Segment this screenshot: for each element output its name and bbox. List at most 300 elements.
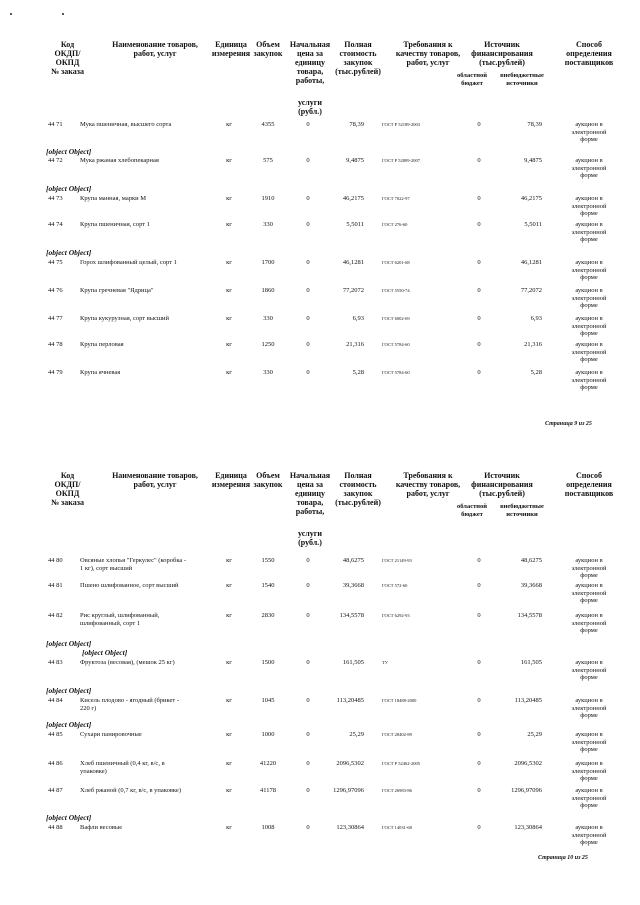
row-offbudget: 123,30864: [514, 824, 542, 831]
row-total: 5,28: [352, 369, 364, 376]
row-offbudget: 25,29: [527, 731, 542, 738]
row-regional: 0: [477, 697, 481, 704]
row-qty: 1500: [261, 659, 275, 666]
header-start-price-line: Начальная: [289, 471, 331, 480]
row-method: электронной: [571, 202, 607, 210]
row-name: Крупа манная, марки М: [80, 195, 147, 202]
header-offbudget-line: внебюджетные: [500, 503, 544, 510]
row-offbudget: 161,505: [520, 659, 542, 666]
header-start-price-extra-line: услуги: [297, 529, 323, 538]
row-qty: 330: [263, 369, 273, 376]
row-method: форме: [580, 210, 598, 217]
row-method: форме: [580, 572, 598, 579]
row-price: 0: [306, 157, 310, 164]
header-total-line: закупок: [343, 58, 373, 67]
row-method: форме: [580, 802, 598, 809]
row-method: форме: [580, 674, 598, 681]
header-start-price-extra-line: (рубл.): [298, 107, 322, 116]
row-method: аукцион в: [575, 195, 603, 202]
row-price: 0: [306, 341, 310, 348]
row-total: 78,39: [349, 121, 364, 128]
row-price: 0: [306, 659, 310, 666]
row-method: форме: [580, 839, 598, 846]
row-offbudget: 78,39: [527, 121, 542, 128]
section-heading: [object Object]: [46, 686, 92, 695]
row-method: форме: [580, 384, 598, 391]
row-method: аукцион в: [575, 612, 603, 619]
row-method: форме: [580, 712, 598, 719]
row-gost: ГОСТ 5550-74: [382, 288, 410, 293]
row-method: аукцион в: [575, 259, 603, 266]
header-source-line: финансирования: [471, 480, 533, 489]
row-name: Крупа кукурузная, сорт высший: [80, 315, 170, 322]
row-gost: ГОСТ 7022-97: [382, 196, 410, 201]
header-requirements-line: Требования к: [403, 40, 453, 49]
row-method: форме: [580, 172, 598, 179]
row-name: упаковке): [80, 768, 107, 775]
row-method: электронной: [571, 794, 607, 802]
row-gost: ГОСТ 21149-93: [382, 558, 412, 563]
section-heading: [object Object]: [46, 639, 92, 648]
row-gost: ГОСТ Р 52809-2007: [382, 158, 421, 163]
row-regional: 0: [477, 341, 481, 348]
row-total: 123,30864: [336, 824, 364, 831]
header-requirements-line: работ, услуг: [406, 58, 450, 67]
header-start-price-extra-line: (рубл.): [298, 538, 322, 547]
row-unit: кг: [226, 582, 232, 589]
row-unit: кг: [226, 315, 232, 322]
row-name: Мука пшеничная, высшего сорта: [80, 121, 172, 128]
row-total: 113,20485: [336, 697, 364, 704]
header-total-line: (тыс.рублей): [335, 498, 381, 507]
row-unit: кг: [226, 121, 232, 128]
row-method: аукцион в: [575, 824, 603, 831]
row-name: Кисель плодово - ягодный (брикет -: [80, 697, 180, 704]
header-name-line: Наименование товаров,: [112, 40, 198, 49]
row-code: 44 72: [48, 157, 63, 164]
header-source-line: финансирования: [471, 49, 533, 58]
header-offbudget-line: внебюджетные: [500, 72, 544, 79]
row-gost: ГОСТ Р 52189-2003: [382, 122, 421, 127]
row-code: 44 86: [48, 760, 63, 767]
header-requirements-line: Требования к: [403, 471, 453, 480]
header-offbudget-line: источники: [506, 511, 538, 518]
row-name: Крупа пшеничная, сорт 1: [80, 221, 150, 228]
row-name: Крупа гречневая "Ядрица": [80, 287, 154, 294]
header-total-line: Полная: [344, 40, 372, 49]
row-gost: ГОСТ 14031-68: [382, 825, 412, 830]
header-unit-line: измерения: [211, 49, 251, 58]
header-code-line: Код: [60, 471, 75, 480]
row-method: форме: [580, 236, 598, 243]
row-method: электронной: [571, 831, 607, 839]
row-qty: 1550: [261, 557, 275, 564]
row-price: 0: [306, 697, 310, 704]
row-unit: кг: [226, 557, 232, 564]
row-code: 44 75: [48, 259, 63, 266]
row-offbudget: 134,5578: [517, 612, 542, 619]
row-total: 1296,97096: [333, 787, 364, 794]
row-method: форме: [580, 136, 598, 143]
row-offbudget: 5,5011: [524, 221, 542, 228]
row-price: 0: [306, 221, 310, 228]
page-footer: Страница 9 из 25: [545, 421, 592, 427]
section-heading: [object Object]: [46, 147, 92, 156]
row-qty: 1860: [261, 287, 275, 294]
row-unit: кг: [226, 157, 232, 164]
row-unit: кг: [226, 760, 232, 767]
row-offbudget: 46,2175: [520, 195, 542, 202]
row-code: 44 74: [48, 221, 63, 228]
row-unit: кг: [226, 259, 232, 266]
row-code: 44 82: [48, 612, 63, 619]
header-start-price-line: единицу: [295, 489, 325, 498]
row-unit: кг: [226, 697, 232, 704]
row-offbudget: 5,28: [530, 369, 542, 376]
row-gost: ГОСТ 5784-60: [382, 342, 410, 347]
row-price: 0: [306, 731, 310, 738]
header-requirements-line: качеству товаров,: [395, 49, 461, 58]
row-offbudget: 9,4875: [524, 157, 542, 164]
row-regional: 0: [477, 157, 481, 164]
row-method: электронной: [571, 564, 607, 572]
row-offbudget: 46,1281: [520, 259, 542, 266]
row-price: 0: [306, 195, 310, 202]
row-code: 44 77: [48, 315, 63, 322]
header-name-line: работ, услуг: [133, 49, 177, 58]
row-method: электронной: [571, 619, 607, 627]
row-method: форме: [580, 746, 598, 753]
row-method: аукцион в: [575, 369, 603, 376]
row-name: Сухари панировочные: [80, 731, 142, 738]
header-source-line: (тыс.рублей): [479, 58, 525, 67]
row-method: форме: [580, 302, 598, 309]
row-method: электронной: [571, 376, 607, 384]
row-total: 46,1281: [342, 259, 364, 266]
header-method-line: Способ: [576, 471, 602, 480]
row-code: 44 76: [48, 287, 63, 294]
row-qty: 330: [263, 315, 273, 322]
row-total: 161,505: [342, 659, 364, 666]
scan-speck: [62, 13, 64, 15]
row-name: Крупа перловая: [80, 341, 124, 348]
row-regional: 0: [477, 195, 481, 202]
row-regional: 0: [477, 121, 481, 128]
header-requirements-line: качеству товаров,: [395, 480, 461, 489]
row-price: 0: [306, 369, 310, 376]
row-regional: 0: [477, 315, 481, 322]
row-method: аукцион в: [575, 221, 603, 228]
row-name: шлифованный, сорт 1: [80, 620, 141, 627]
row-code: 44 88: [48, 824, 63, 831]
section-heading: [object Object]: [46, 813, 92, 822]
row-code: 44 71: [48, 121, 63, 128]
row-method: аукцион в: [575, 731, 603, 738]
row-price: 0: [306, 787, 310, 794]
row-method: аукцион в: [575, 557, 603, 564]
row-offbudget: 39,3668: [520, 582, 542, 589]
row-method: электронной: [571, 767, 607, 775]
row-total: 48,6275: [342, 557, 364, 564]
row-name: 220 г): [80, 705, 97, 712]
row-method: электронной: [571, 294, 607, 302]
row-total: 39,3668: [342, 582, 364, 589]
row-method: электронной: [571, 589, 607, 597]
row-method: электронной: [571, 348, 607, 356]
section-heading: [object Object]: [46, 720, 92, 729]
row-qty: 41220: [259, 760, 277, 767]
header-total-line: закупок: [343, 489, 373, 498]
row-gost: ТУ: [382, 660, 388, 665]
header-source-line: Источник: [484, 40, 520, 49]
header-code-line: Код: [60, 40, 75, 49]
row-qty: 1000: [261, 731, 275, 738]
row-gost: ГОСТ 6201-68: [382, 260, 410, 265]
header-code-line: ОКПД: [55, 489, 80, 498]
row-gost: ГОСТ 6292-93: [382, 613, 410, 618]
row-gost: ГОСТ 5784-60: [382, 370, 410, 375]
row-unit: кг: [226, 287, 232, 294]
row-total: 6,93: [352, 315, 364, 322]
row-offbudget: 113,20485: [514, 697, 542, 704]
row-code: 44 87: [48, 787, 63, 794]
row-name: Крупа ячневая: [80, 369, 121, 376]
header-volume-line: Объем: [256, 40, 280, 49]
row-method: электронной: [571, 666, 607, 674]
row-method: форме: [580, 775, 598, 782]
header-regional-line: областной: [456, 503, 488, 510]
row-unit: кг: [226, 341, 232, 348]
row-qty: 1045: [261, 697, 275, 704]
row-total: 5,5011: [346, 221, 364, 228]
row-regional: 0: [477, 369, 481, 376]
row-unit: кг: [226, 731, 232, 738]
row-code: 44 83: [48, 659, 63, 666]
row-regional: 0: [477, 582, 481, 589]
row-method: аукцион в: [575, 760, 603, 767]
header-start-price-line: товара,: [296, 67, 324, 76]
header-method-line: поставщиков: [564, 58, 614, 67]
row-method: электронной: [571, 704, 607, 712]
row-name: Хлеб пшеничный (0,4 кг, в/с, в: [80, 760, 165, 767]
header-regional-line: бюджет: [461, 511, 483, 518]
row-method: форме: [580, 274, 598, 281]
header-start-price-line: работы,: [295, 507, 325, 516]
header-total-line: (тыс.рублей): [335, 67, 381, 76]
row-code: 44 80: [48, 557, 63, 564]
row-unit: кг: [226, 824, 232, 831]
row-price: 0: [306, 315, 310, 322]
row-price: 0: [306, 760, 310, 767]
header-source-line: Источник: [484, 471, 520, 480]
row-unit: кг: [226, 369, 232, 376]
header-offbudget-line: источники: [506, 80, 538, 87]
row-total: 21,316: [346, 341, 364, 348]
row-total: 2096,5302: [336, 760, 364, 767]
row-price: 0: [306, 582, 310, 589]
section-heading: [object Object]: [82, 648, 128, 657]
row-method: аукцион в: [575, 157, 603, 164]
row-regional: 0: [477, 557, 481, 564]
row-code: 44 73: [48, 195, 63, 202]
header-code-line: ОКДП/: [54, 480, 81, 489]
row-offbudget: 77,2072: [520, 287, 542, 294]
row-method: форме: [580, 330, 598, 337]
row-qty: 1540: [261, 582, 275, 589]
row-method: аукцион в: [575, 287, 603, 294]
row-offbudget: 21,316: [524, 341, 542, 348]
row-unit: кг: [226, 787, 232, 794]
header-unit-line: Единица: [215, 40, 247, 49]
header-start-price-line: цена за: [297, 480, 323, 489]
header-start-price-extra-line: услуги: [297, 98, 323, 107]
header-name-line: работ, услуг: [133, 480, 177, 489]
row-price: 0: [306, 259, 310, 266]
header-volume-line: закупок: [253, 49, 283, 58]
row-qty: 4355: [261, 121, 275, 128]
header-total-line: Полная: [344, 471, 372, 480]
row-name: Горох шлифованный целый, сорт 1: [80, 259, 177, 266]
row-method: электронной: [571, 128, 607, 136]
row-method: электронной: [571, 164, 607, 172]
header-total-line: стоимость: [339, 480, 377, 489]
row-total: 77,2072: [342, 287, 364, 294]
header-source-line: (тыс.рублей): [479, 489, 525, 498]
row-unit: кг: [226, 221, 232, 228]
row-gost: ГОСТ 276-60: [382, 222, 408, 227]
row-price: 0: [306, 121, 310, 128]
row-total: 25,29: [349, 731, 364, 738]
row-method: аукцион в: [575, 582, 603, 589]
row-regional: 0: [477, 760, 481, 767]
row-total: 46,2175: [342, 195, 364, 202]
row-code: 44 81: [48, 582, 63, 589]
header-unit-line: Единица: [215, 471, 247, 480]
row-qty: 1910: [261, 195, 275, 202]
row-qty: 330: [263, 221, 273, 228]
header-start-price-line: работы,: [295, 76, 325, 85]
scan-speck: [10, 13, 12, 15]
header-regional-line: областной: [456, 72, 488, 79]
row-method: форме: [580, 627, 598, 634]
row-total: 134,5578: [339, 612, 364, 619]
row-method: аукцион в: [575, 787, 603, 794]
row-gost: ГОСТ 572-60: [382, 583, 408, 588]
header-code-line: ОКДП/: [54, 49, 81, 58]
row-offbudget: 1296,97096: [511, 787, 542, 794]
row-method: аукцион в: [575, 659, 603, 666]
row-name: Мука ржаная хлебопекарная: [80, 157, 159, 164]
row-price: 0: [306, 557, 310, 564]
row-code: 44 84: [48, 697, 63, 704]
row-gost: ГОСТ 6002-69: [382, 316, 410, 321]
row-name: Вафли весовые: [80, 824, 123, 831]
header-regional-line: бюджет: [461, 80, 483, 87]
row-total: 9,4875: [346, 157, 364, 164]
row-gost: ГОСТ Р 52462-2005: [382, 761, 421, 766]
row-regional: 0: [477, 787, 481, 794]
row-regional: 0: [477, 287, 481, 294]
row-name: Рис круглый, шлифованный,: [80, 612, 160, 619]
header-method-line: определения: [566, 480, 612, 489]
header-method-line: поставщиков: [564, 489, 614, 498]
row-price: 0: [306, 612, 310, 619]
row-price: 0: [306, 824, 310, 831]
row-method: аукцион в: [575, 121, 603, 128]
row-method: электронной: [571, 738, 607, 746]
header-code-line: № заказа: [51, 67, 84, 76]
header-code-line: № заказа: [51, 498, 84, 507]
page-footer: Страница 10 из 25: [538, 855, 588, 861]
header-code-line: ОКПД: [55, 58, 80, 67]
row-qty: 1008: [261, 824, 275, 831]
row-regional: 0: [477, 612, 481, 619]
row-regional: 0: [477, 731, 481, 738]
row-method: аукцион в: [575, 341, 603, 348]
row-code: 44 78: [48, 341, 63, 348]
row-code: 44 79: [48, 369, 63, 376]
header-volume-line: Объем: [256, 471, 280, 480]
row-unit: кг: [226, 612, 232, 619]
row-name: Хлеб ржаной (0,7 кг, в/с, в упаковке): [80, 787, 181, 794]
row-method: форме: [580, 356, 598, 363]
row-gost: ГОСТ 18488-2000: [382, 698, 417, 703]
row-qty: 575: [263, 157, 273, 164]
row-unit: кг: [226, 195, 232, 202]
row-code: 44 85: [48, 731, 63, 738]
header-method-line: определения: [566, 49, 612, 58]
header-start-price-line: товара,: [296, 498, 324, 507]
header-start-price-line: цена за: [297, 49, 323, 58]
header-method-line: Способ: [576, 40, 602, 49]
row-qty: 1250: [261, 341, 275, 348]
row-method: аукцион в: [575, 315, 603, 322]
row-method: форме: [580, 597, 598, 604]
row-qty: 2830: [261, 612, 275, 619]
row-method: электронной: [571, 266, 607, 274]
row-regional: 0: [477, 221, 481, 228]
row-unit: кг: [226, 659, 232, 666]
row-qty: 41178: [259, 787, 276, 794]
row-name: 1 кг), сорт высший: [80, 565, 133, 572]
row-regional: 0: [477, 259, 481, 266]
row-gost: ГОСТ 28402-89: [382, 732, 412, 737]
row-regional: 0: [477, 659, 481, 666]
row-gost: ГОСТ 26983-86: [382, 788, 412, 793]
header-start-price-line: Начальная: [289, 40, 331, 49]
section-heading: [object Object]: [46, 248, 92, 257]
row-name: Пшено шлифованное, сорт высший: [80, 582, 179, 589]
row-method: электронной: [571, 228, 607, 236]
section-heading: [object Object]: [46, 184, 92, 193]
header-total-line: стоимость: [339, 49, 377, 58]
header-start-price-line: единицу: [295, 58, 325, 67]
row-regional: 0: [477, 824, 481, 831]
header-volume-line: закупок: [253, 480, 283, 489]
row-price: 0: [306, 287, 310, 294]
row-offbudget: 2096,5302: [514, 760, 542, 767]
row-offbudget: 6,93: [530, 315, 542, 322]
row-name: Овсяные хлопья "Геркулес" (коробка -: [80, 557, 187, 564]
header-unit-line: измерения: [211, 480, 251, 489]
row-qty: 1700: [261, 259, 275, 266]
row-name: Фруктоза (весовая), (мешок 25 кг): [80, 659, 175, 666]
header-requirements-line: работ, услуг: [406, 489, 450, 498]
row-method: электронной: [571, 322, 607, 330]
row-method: аукцион в: [575, 697, 603, 704]
header-name-line: Наименование товаров,: [112, 471, 198, 480]
row-offbudget: 48,6275: [520, 557, 542, 564]
